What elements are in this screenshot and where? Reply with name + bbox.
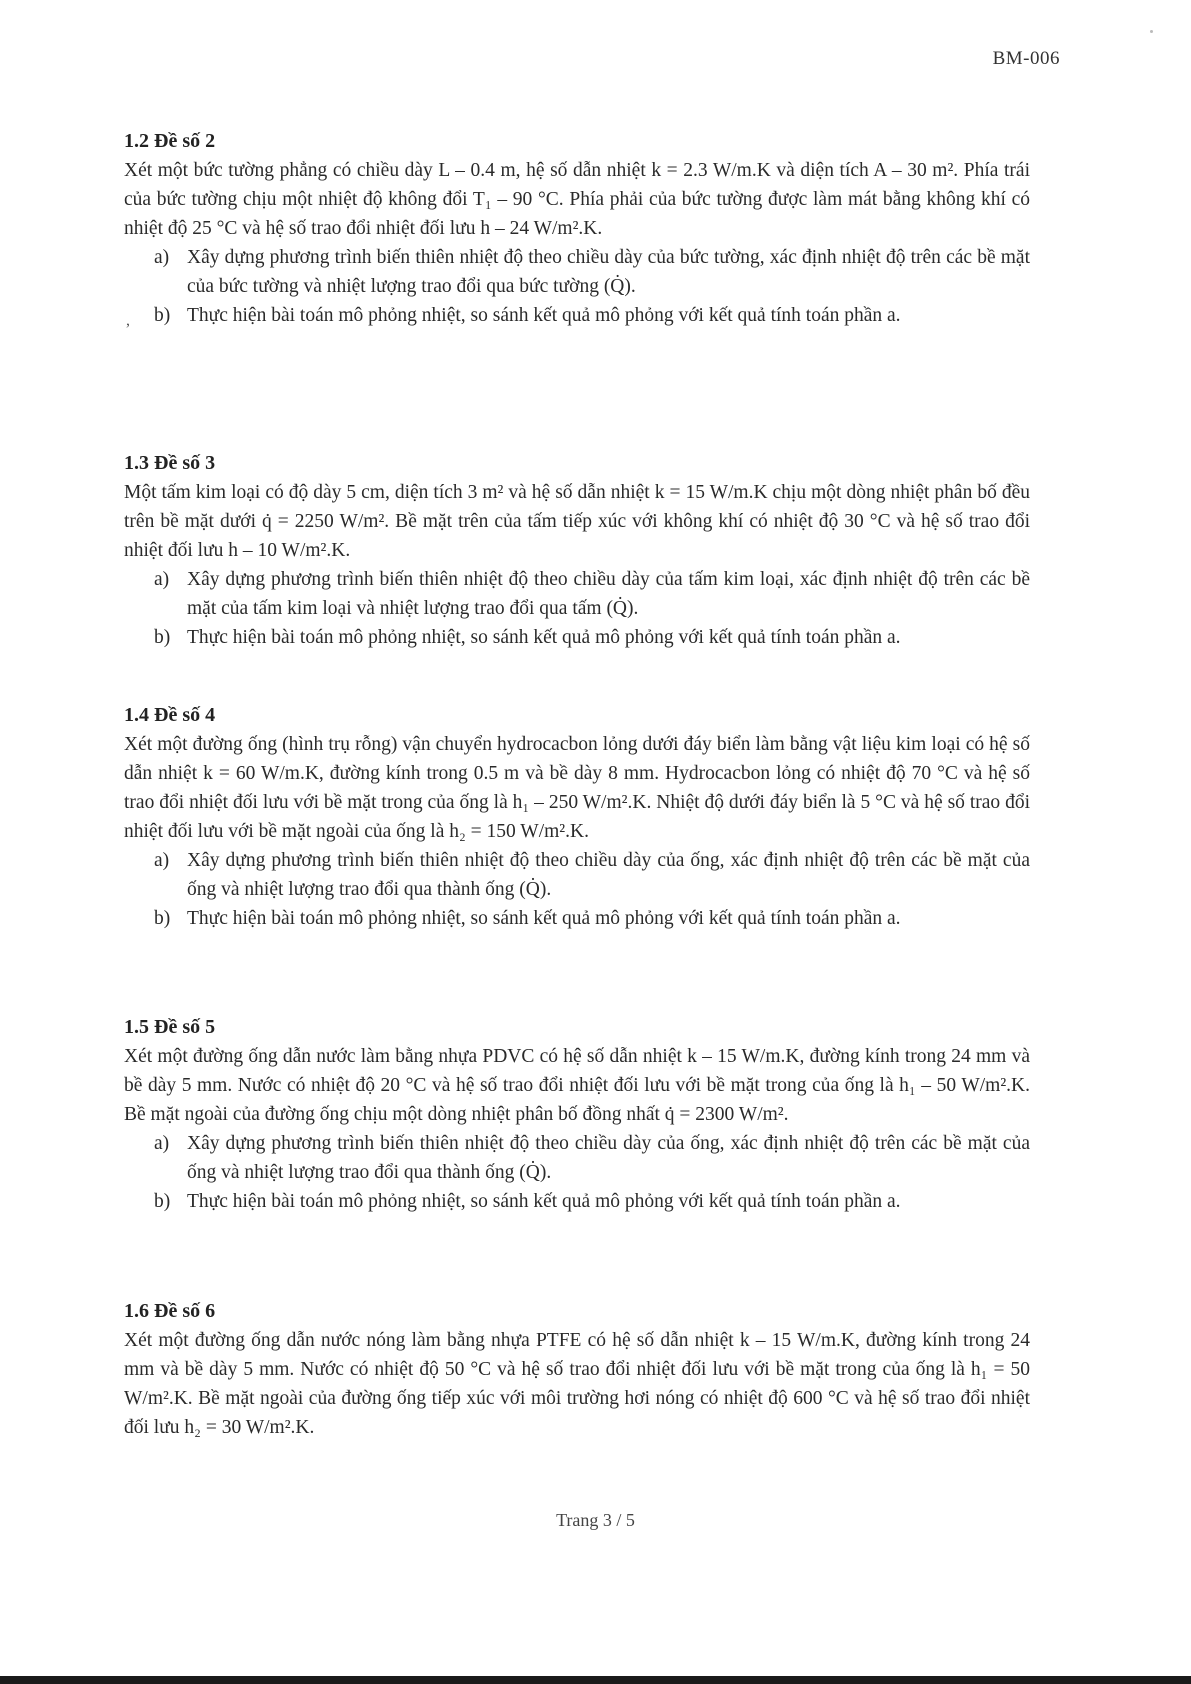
task-label: b) [154, 305, 171, 326]
section-heading: 1.2 Đề số 2 [124, 130, 216, 152]
task-label: a) [154, 850, 170, 871]
section-heading: 1.5 Đề số 5 [124, 1016, 216, 1038]
section-heading: 1.6 Đề số 6 [124, 1300, 216, 1322]
section-heading: 1.4 Đề số 4 [124, 704, 216, 726]
page-number: Trang 3 / 5 [556, 1510, 635, 1530]
scan-border [0, 1676, 1191, 1684]
task-label: b) [154, 1191, 171, 1212]
section-de-so-6 [124, 1296, 1030, 1442]
task-item [124, 565, 1030, 623]
task-label: a) [154, 1133, 170, 1154]
problem-statement: Xét một bức tường phẳng có chiều dày L – 0.4 m, hệ số dẫn nhiệt k = 2.3 W/m.K và diện tích A – 30 m². Phía trái của bức tường chịu một nhiệt độ không đổi T₁ – 90 °C. Phía phải của bức tường được làm mát bằng không khí có nhiệt độ 25 °C và hệ số trao đổi nhiệt đối lưu h – 24 W/m².K. [124, 160, 1030, 239]
task-item [124, 1129, 1030, 1187]
task-item [124, 301, 1030, 330]
task-label: a) [154, 569, 170, 590]
section-de-so-2 [124, 126, 1030, 330]
task-text: Thực hiện bài toán mô phỏng nhiệt, so sánh kết quả mô phỏng với kết quả tính toán phần a. [187, 627, 901, 648]
task-label: a) [154, 247, 170, 268]
task-text: Xây dựng phương trình biến thiên nhiệt độ theo chiều dày của ống, xác định nhiệt độ trên các bề mặt của ống và nhiệt lượng trao đổi qua thành ống (Q̇). [187, 1133, 1030, 1183]
task-text: Xây dựng phương trình biến thiên nhiệt độ theo chiều dày của tấm kim loại, xác định nhiệt độ trên các bề mặt của tấm kim loại và nhiệt lượng trao đổi qua tấm (Q̇). [187, 569, 1030, 619]
task-item [124, 243, 1030, 301]
task-text: Xây dựng phương trình biến thiên nhiệt độ theo chiều dày của bức tường, xác định nhiệt độ trên các bề mặt của bức tường và nhiệt lượng trao đổi qua bức tường (Q̇). [187, 247, 1030, 297]
scan-mark: , [126, 312, 130, 329]
task-text: Thực hiện bài toán mô phỏng nhiệt, so sánh kết quả mô phỏng với kết quả tính toán phần a. [187, 908, 901, 929]
task-item [124, 846, 1030, 904]
task-item [124, 904, 1030, 933]
task-label: b) [154, 627, 171, 648]
task-label: b) [154, 908, 171, 929]
problem-statement: Một tấm kim loại có độ dày 5 cm, diện tích 3 m² và hệ số dẫn nhiệt k = 15 W/m.K chịu một dòng nhiệt phân bố đều trên bề mặt dưới q̇ = 2250 W/m². Bề mặt trên của tấm tiếp xúc với không khí có nhiệt độ 30 °C và hệ số trao đổi nhiệt đối lưu h – 10 W/m².K. [124, 482, 1030, 561]
task-text: Xây dựng phương trình biến thiên nhiệt độ theo chiều dày của ống, xác định nhiệt độ trên các bề mặt của ống và nhiệt lượng trao đổi qua thành ống (Q̇). [187, 850, 1030, 900]
document-code: BM-006 [992, 48, 1060, 69]
scan-speck [1150, 30, 1153, 33]
section-de-so-3 [124, 448, 1030, 652]
section-de-so-4 [124, 700, 1030, 933]
task-text: Thực hiện bài toán mô phỏng nhiệt, so sánh kết quả mô phỏng với kết quả tính toán phần a. [187, 1191, 901, 1212]
section-de-so-5 [124, 1012, 1030, 1216]
task-item [124, 1187, 1030, 1216]
section-heading: 1.3 Đề số 3 [124, 452, 216, 474]
problem-statement: Xét một đường ống dẫn nước làm bằng nhựa PDVC có hệ số dẫn nhiệt k – 15 W/m.K, đường kính trong 24 mm và bề dày 5 mm. Nước có nhiệt độ 20 °C và hệ số trao đổi nhiệt đối lưu với bề mặt trong của ống là h₁ – 50 W/m².K. Bề mặt ngoài của đường ống chịu một dòng nhiệt phân bố đồng nhất q̇ = 2300 W/m². [124, 1046, 1030, 1125]
task-item [124, 623, 1030, 652]
problem-statement: Xét một đường ống dẫn nước nóng làm bằng nhựa PTFE có hệ số dẫn nhiệt k – 15 W/m.K, đường kính trong 24 mm và bề dày 5 mm. Nước có nhiệt độ 50 °C và hệ số trao đổi nhiệt đối lưu với bề mặt trong của ống là h₁ = 50 W/m².K. Bề mặt ngoài của đường ống tiếp xúc với môi trường hơi nóng có nhiệt độ 600 °C và hệ số trao đổi nhiệt đối lưu h₂ = 30 W/m².K. [124, 1330, 1030, 1438]
problem-statement: Xét một đường ống (hình trụ rỗng) vận chuyển hydrocacbon lỏng dưới đáy biển làm bằng vật liệu kim loại có hệ số dẫn nhiệt k = 60 W/m.K, đường kính trong 0.5 m và bề dày 8 mm. Hydrocacbon lỏng có nhiệt độ 70 °C và hệ số trao đổi nhiệt đối lưu với bề mặt trong của ống là h₁ – 250 W/m².K. Nhiệt độ dưới đáy biển là 5 °C và hệ số trao đổi nhiệt đối lưu với bề mặt ngoài của ống là h₂ = 150 W/m².K. [124, 734, 1030, 842]
task-text: Thực hiện bài toán mô phỏng nhiệt, so sánh kết quả mô phỏng với kết quả tính toán phần a. [187, 305, 901, 326]
